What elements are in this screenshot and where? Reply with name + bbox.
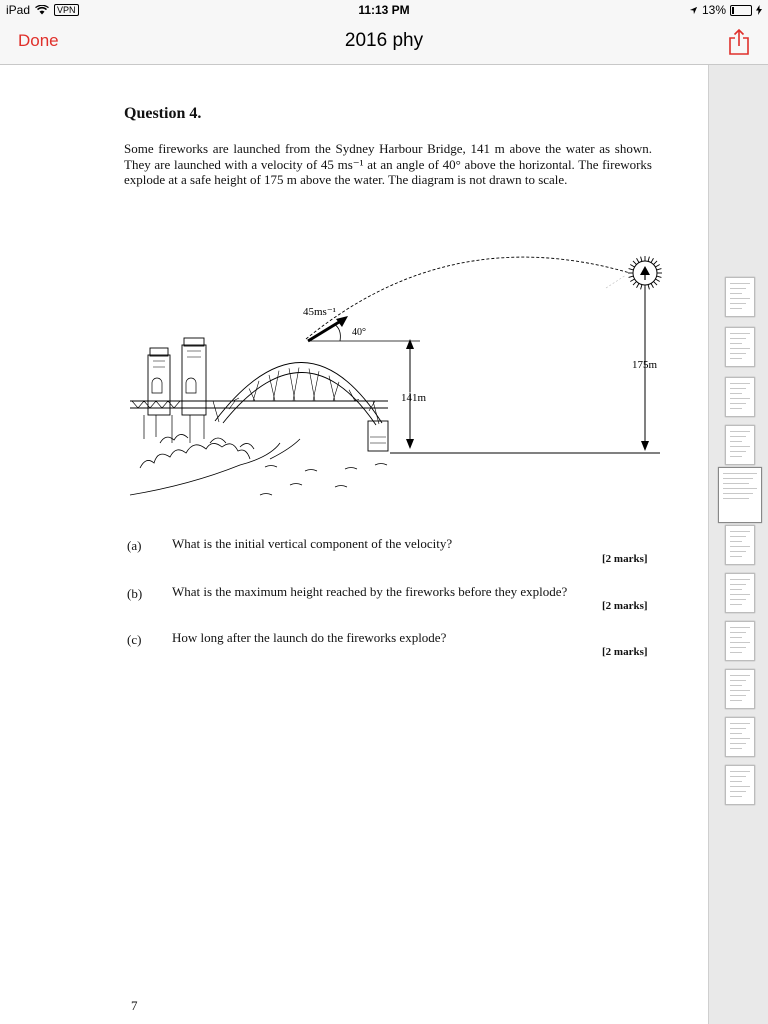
page-thumbnail[interactable] xyxy=(725,573,755,613)
page-thumbnail[interactable] xyxy=(725,765,755,805)
part-a-marks: [2 marks] xyxy=(602,553,648,565)
status-right xyxy=(689,3,762,17)
page-thumbnail[interactable] xyxy=(725,377,755,417)
velocity-label: 45ms⁻¹ xyxy=(303,306,336,318)
explosion-burst xyxy=(628,256,662,290)
document-page xyxy=(0,65,708,1024)
document-viewer[interactable] xyxy=(0,65,708,1024)
battery-percent: 13% xyxy=(701,3,726,17)
bridge-drawing xyxy=(130,338,388,451)
part-b-label: (b) xyxy=(127,586,143,601)
page-thumbnail[interactable] xyxy=(725,277,755,317)
part-b-question: What is the maximum height reached by the fireworks before they explode? xyxy=(172,584,568,599)
part-c-marks: [2 marks] xyxy=(602,646,648,658)
page-thumbnail[interactable] xyxy=(725,669,755,709)
part-b-marks: [2 marks] xyxy=(602,600,648,612)
thumbnail-sidebar[interactable] xyxy=(708,65,768,1024)
done-button[interactable]: Done xyxy=(18,31,59,50)
charging-bolt-icon xyxy=(756,5,762,15)
page-thumbnail[interactable] xyxy=(718,467,762,523)
question-title: Question 4. xyxy=(124,105,202,122)
part-c-label: (c) xyxy=(127,632,142,647)
device-name: iPad xyxy=(6,3,31,17)
water-ripples xyxy=(260,464,387,496)
page-number: 7 xyxy=(131,998,138,1013)
share-icon[interactable] xyxy=(728,28,750,56)
battery-fill xyxy=(732,7,734,14)
page-thumbnail[interactable] xyxy=(725,525,755,565)
vpn-badge: VPN xyxy=(54,4,79,16)
question-paragraph: Some fireworks are launched from the Sydney Harbour Bridge, 141 m above the water as shown. They are launched with a velocity of 45 ms⁻¹ at an angle of 40° above the horizontal. The fireworks explode at a safe height of 175 m above the water. The diagram is not drawn to scale. xyxy=(124,141,652,187)
bridge-height-label: 141m xyxy=(401,392,427,404)
battery-icon xyxy=(730,5,752,16)
part-c-question: How long after the launch do the fireworks explode? xyxy=(172,630,447,645)
shore-foliage xyxy=(130,434,300,495)
page-thumbnail[interactable] xyxy=(725,425,755,465)
angle-label: 40° xyxy=(352,327,366,338)
navigation-bar xyxy=(0,20,768,65)
location-arrow-icon xyxy=(689,6,698,15)
status-bar xyxy=(0,0,768,20)
page-thumbnail[interactable] xyxy=(725,327,755,367)
explode-height-label: 175m xyxy=(632,359,658,371)
document-title: 2016 phy xyxy=(344,30,424,51)
page-thumbnail[interactable] xyxy=(725,621,755,661)
part-a-label: (a) xyxy=(127,538,142,553)
page-thumbnail[interactable] xyxy=(725,717,755,757)
part-a-question: What is the initial vertical component of the velocity? xyxy=(172,536,453,551)
status-time: 11:13 PM xyxy=(358,3,410,17)
fireworks-diagram xyxy=(120,233,680,513)
